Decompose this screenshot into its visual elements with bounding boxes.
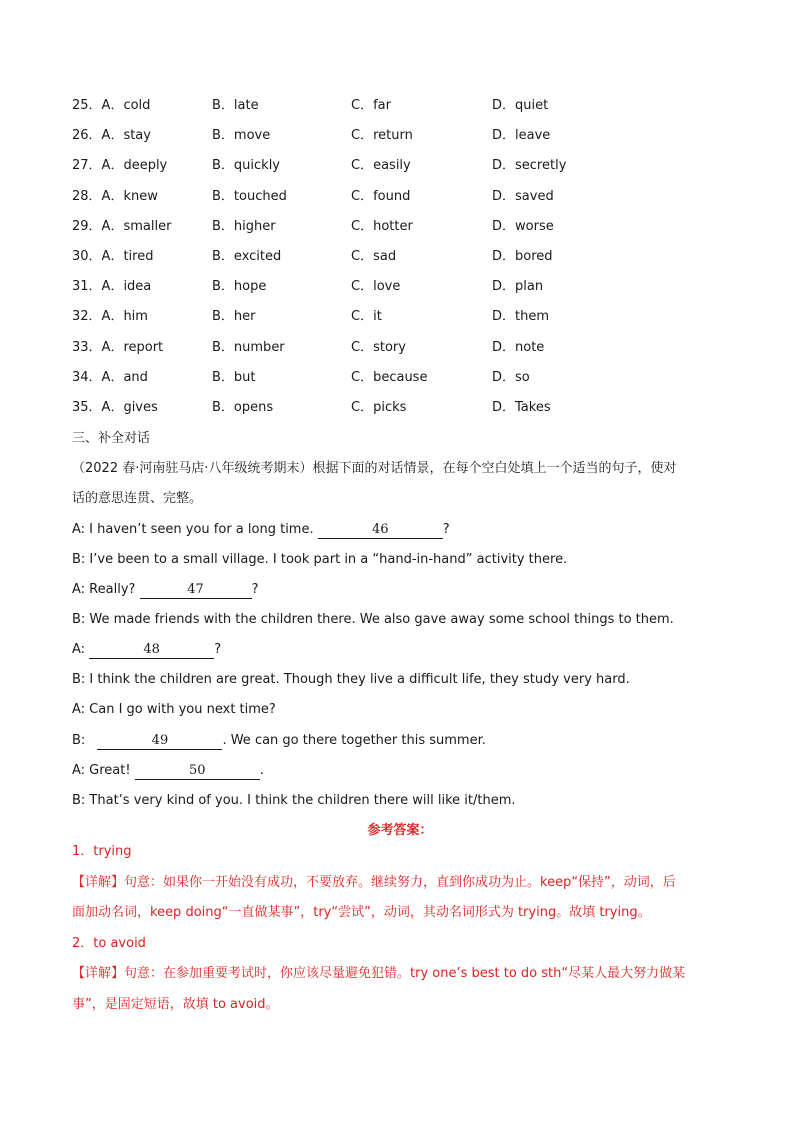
dialogue-text: . We can go there together this summer. xyxy=(222,733,486,748)
option-b: B．opens xyxy=(212,399,274,415)
option-b: B．but xyxy=(212,369,256,385)
question-number: 32． xyxy=(72,309,102,325)
dialogue-text: ? xyxy=(214,642,222,657)
option-a xyxy=(72,368,148,388)
option-c: C．far xyxy=(351,98,391,113)
option-row xyxy=(72,398,712,428)
option-row xyxy=(72,126,712,156)
option-d: D．secretly xyxy=(492,158,567,174)
option-a xyxy=(72,187,158,207)
option-row xyxy=(72,277,712,307)
option-a xyxy=(72,307,148,327)
dialogue-line-8 xyxy=(72,731,486,751)
option-d: D．so xyxy=(492,369,530,385)
answer-2-detail-line-2: 事”，是固定短语，故填 to avoid。 xyxy=(72,997,279,1012)
option-a-text: A．gives xyxy=(101,399,158,415)
blank-48[interactable]: 48 xyxy=(89,641,214,659)
section-intro-line-2: 话的意思连贯、完整。 xyxy=(72,491,203,506)
section-intro-line-1: （2022 春·河南驻马店·八年级统考期末）根据下面的对话情景，在每个空白处填上一个适当的句子，使对 xyxy=(72,461,677,476)
answers-title: 参考答案： xyxy=(367,823,433,838)
question-number: 30． xyxy=(72,248,102,264)
option-a-text: A．him xyxy=(101,309,148,325)
option-b: B．her xyxy=(212,309,256,325)
option-c: C．found xyxy=(351,188,411,204)
dialogue-line-5 xyxy=(72,640,221,660)
option-row xyxy=(72,187,712,217)
question-number: 33． xyxy=(72,339,102,355)
option-b: B．number xyxy=(212,339,285,355)
option-a xyxy=(72,217,171,237)
option-c: C．return xyxy=(351,128,413,144)
dialogue-line-4: B: We made friends with the children there. We also gave away some school things to them. xyxy=(72,612,674,627)
dialogue-line-1 xyxy=(72,520,450,540)
option-row xyxy=(72,156,712,186)
dialogue-line-7: A: Can I go with you next time? xyxy=(72,702,276,717)
option-a-text: A．cold xyxy=(101,98,151,113)
option-a xyxy=(72,277,151,297)
dialogue-text: A: Really? xyxy=(72,582,136,597)
dialogue-text: A: I haven’t seen you for a long time. xyxy=(72,522,314,537)
question-number: 35． xyxy=(72,399,102,415)
option-c: C．picks xyxy=(351,399,407,415)
option-a xyxy=(72,96,150,116)
dialogue-line-9 xyxy=(72,761,264,781)
dialogue-text: . xyxy=(259,763,264,778)
option-row xyxy=(72,368,712,398)
option-row xyxy=(72,247,712,277)
option-a-text: A．smaller xyxy=(101,218,172,234)
option-a-text: A．stay xyxy=(101,128,151,144)
option-row xyxy=(72,338,712,368)
option-c: C．story xyxy=(351,339,406,355)
option-c: C．sad xyxy=(351,248,397,264)
option-d: D．quiet xyxy=(492,98,549,113)
option-b: B．higher xyxy=(212,218,276,234)
question-number: 29． xyxy=(72,218,102,234)
option-b: B．late xyxy=(212,98,259,113)
option-d: D．them xyxy=(492,309,550,325)
answer-1-heading: 1．trying xyxy=(72,844,132,859)
blank-50[interactable]: 50 xyxy=(135,762,260,780)
option-d: D．Takes xyxy=(492,399,551,415)
option-c: C．because xyxy=(351,369,428,385)
section-heading: 三、补全对话 xyxy=(72,431,151,446)
option-d: D．note xyxy=(492,339,545,355)
option-d: D．bored xyxy=(492,248,553,264)
blank-49[interactable]: 49 xyxy=(97,732,222,750)
option-d: D．leave xyxy=(492,128,551,144)
question-number: 34． xyxy=(72,369,102,385)
answer-2-heading: 2．to avoid xyxy=(72,936,146,951)
option-a-text: A．knew xyxy=(101,188,158,204)
option-d: D．worse xyxy=(492,218,554,234)
options-table xyxy=(72,96,712,428)
answer-1-detail-line-1: 【详解】句意：如果你一开始没有成功，不要放弃。继续努力，直到你成功为止。keep“保持”，动词，后 xyxy=(72,875,676,890)
option-a-text: A．and xyxy=(101,369,148,385)
option-a xyxy=(72,338,163,358)
option-a-text: A．deeply xyxy=(101,158,168,174)
dialogue-text: B: xyxy=(72,733,86,748)
question-number: 27． xyxy=(72,158,102,174)
option-row xyxy=(72,307,712,337)
option-a xyxy=(72,126,151,146)
question-number: 26． xyxy=(72,128,102,144)
option-row xyxy=(72,217,712,247)
option-c: C．it xyxy=(351,309,382,325)
option-row xyxy=(72,96,712,126)
option-a xyxy=(72,156,167,176)
question-number: 31． xyxy=(72,279,102,295)
option-b: B．move xyxy=(212,128,271,144)
blank-47[interactable]: 47 xyxy=(140,581,252,599)
option-c: C．easily xyxy=(351,158,411,174)
dialogue-line-6: B: I think the children are great. Though they live a difficult life, they study very hard. xyxy=(72,672,630,687)
option-b: B．quickly xyxy=(212,158,281,174)
option-a-text: A．report xyxy=(101,339,164,355)
option-a xyxy=(72,247,153,267)
option-c: C．hotter xyxy=(351,218,413,234)
dialogue-line-10: B: That’s very kind of you. I think the children there will like it/them. xyxy=(72,793,516,808)
option-c: C．love xyxy=(351,279,401,295)
dialogue-text: ? xyxy=(442,522,450,537)
blank-46[interactable]: 46 xyxy=(318,521,443,539)
dialogue-text: A: Great! xyxy=(72,763,131,778)
question-number: 25． xyxy=(72,98,102,113)
answer-2-detail-line-1: 【详解】句意：在参加重要考试时，你应该尽量避免犯错。try one’s best to do sth“尽某人最大努力做某 xyxy=(72,966,686,981)
option-b: B．hope xyxy=(212,279,267,295)
answer-1-detail-line-2: 面加动名词，keep doing“一直做某事”，try“尝试”，动词，其动名词形式为 trying。故填 trying。 xyxy=(72,905,651,920)
dialogue-text: A: xyxy=(72,642,86,657)
dialogue-line-2: B: I’ve been to a small village. I took part in a “hand-in-hand” activity there. xyxy=(72,552,568,567)
option-b: B．touched xyxy=(212,188,287,204)
option-d: D．plan xyxy=(492,279,544,295)
option-a-text: A．tired xyxy=(101,248,154,264)
option-a xyxy=(72,398,158,418)
option-b: B．excited xyxy=(212,248,282,264)
option-d: D．saved xyxy=(492,188,554,204)
question-number: 28． xyxy=(72,188,102,204)
dialogue-text: ? xyxy=(251,582,259,597)
dialogue-line-3 xyxy=(72,580,258,600)
option-a-text: A．idea xyxy=(101,279,152,295)
